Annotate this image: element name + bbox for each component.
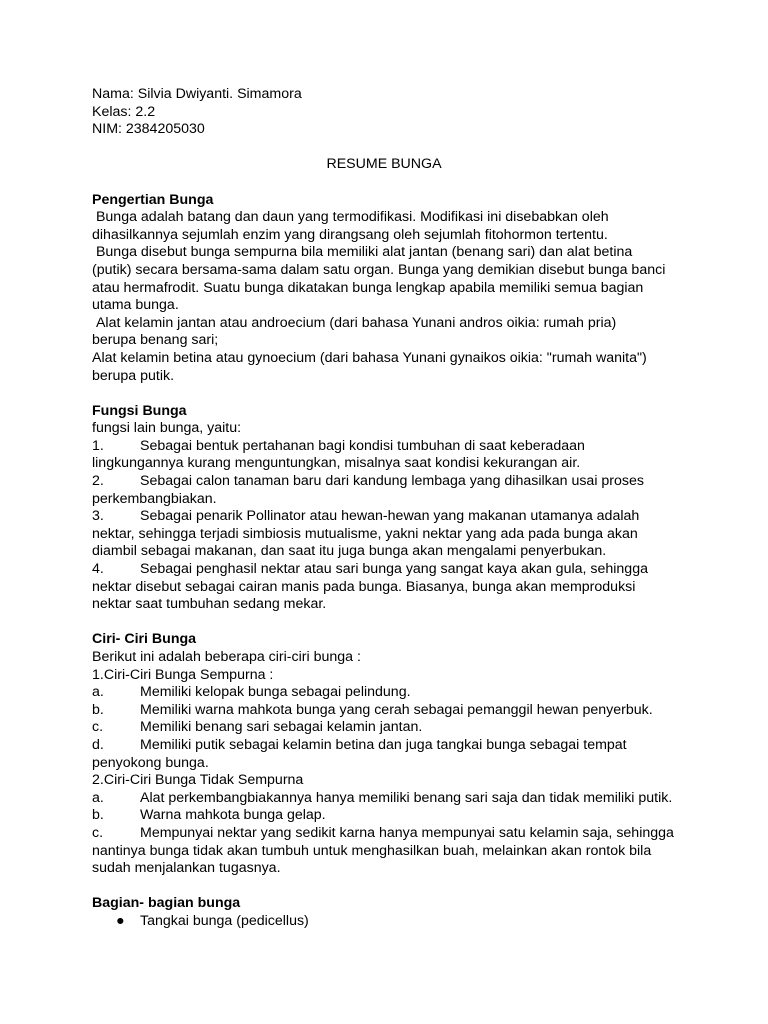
list-item [92,561,676,579]
bullet-item [92,913,676,931]
student-name: Nama: Silvia Dwiyanti. Simamora [92,86,302,102]
list-marker: c. [92,719,104,736]
list-marker: a. [92,684,104,701]
list-item-text: Memiliki kelopak bunga sebagai pelindung. [140,684,411,701]
list-item-text: Sebagai penghasil nektar atau sari bunga yang sangat kaya akan gula, sehingga [140,561,648,578]
section-intro: Berikut ini adalah beberapa ciri-ciri bunga : [92,649,361,665]
list-item-text: Memiliki benang sari sebagai kelamin jantan. [140,719,423,736]
document-title: RESUME BUNGA [326,156,442,173]
list-item-continuation: nantinya bunga tidak akan tumbuh untuk menghasilkan buah, melainkan akan rontok bila [92,842,652,859]
list-item [92,702,676,720]
list-item-text: Sebagai penarik Pollinator atau hewan-hewan yang makanan utamanya adalah [140,508,640,525]
list-item-continuation: lingkungannya kurang menguntungkan, misalnya saat kondisi kekurangan air. [92,455,581,472]
list-item [92,438,676,456]
spacer [92,878,676,896]
paragraph-line: Alat kelamin jantan atau androecium (dari bahasa Yunani andros oikia: rumah pria) [92,314,617,331]
section-fungsi [92,403,676,614]
list-item-continuation: nektar saat tumbuhan sedang mekar. [92,596,327,613]
section-bagian [92,895,676,930]
list-item-text: Memiliki warna mahkota bunga yang cerah sebagai pemanggil hewan penyerbuk. [140,701,653,718]
list-marker: c. [92,824,104,841]
list-marker: a. [92,789,104,806]
paragraph-line: dihasilkannya sejumlah enzim yang dirangsang oleh sejumlah fitohormon tertentu. [92,226,608,243]
list-marker: d. [92,736,104,753]
section-heading: Bagian- bagian bunga [92,895,241,912]
section-intro: fungsi lain bunga, yaitu: [92,420,242,437]
section-heading: Fungsi Bunga [92,402,187,419]
paragraph-line: berupa putik. [92,367,175,384]
section-ciri [92,631,676,877]
list-item-text: Mempunyai nektar yang sedikit karna hanya mempunyai satu kelamin saja, sehingga [140,824,674,841]
list-item-text: Sebagai bentuk pertahanan bagi kondisi tumbuhan di saat keberadaan [140,437,585,454]
section-heading: Pengertian Bunga [92,191,214,208]
paragraph-line: Alat kelamin betina atau gynoecium (dari bahasa Yunani gynaikos oikia: "rumah wanita") [92,349,647,366]
list-item-continuation: nektar, sehingga terjadi simbiosis mutualisme, yakni nektar yang ada pada bunga akan [92,525,638,542]
list-item [92,807,676,825]
list-item [92,737,676,755]
list-item-continuation: diambil sebagai makanan, dan saat itu juga bunga akan mengalami penyerbukan. [92,543,607,560]
list-item [92,719,676,737]
subsection-title: 1.Ciri-Ciri Bunga Sempurna : [92,666,274,683]
subsection-title: 2.Ciri-Ciri Bunga Tidak Sempurna [92,772,304,789]
paragraph-line: Bunga adalah batang dan daun yang termodifikasi. Modifikasi ini disebabkan oleh [92,209,609,226]
list-item-text: Alat perkembangbiakannya hanya memiliki benang sari saja dan tidak memiliki putik. [140,789,673,806]
student-class: Kelas: 2.2 [92,103,156,120]
list-item [92,825,676,843]
list-item [92,508,676,526]
paragraph-line: utama bunga. [92,297,179,314]
paragraph-line: (putik) secara bersama-sama dalam satu organ. Bunga yang demikian disebut bunga banci [92,261,666,278]
list-marker: 1. [92,437,104,454]
list-item [92,473,676,491]
student-info [92,86,676,139]
paragraph-line: atau hermafrodit. Suatu bunga dikatakan bunga lengkap apabila memiliki semua bagian [92,279,644,296]
list-item-continuation: sudah menjalankan tugasnya. [92,860,281,877]
list-marker: 4. [92,561,104,578]
list-marker: 2. [92,473,104,490]
spacer [92,614,676,632]
section-heading: Ciri- Ciri Bunga [92,631,197,648]
list-item-continuation: nektar disebut sebagai cairan manis pada bunga. Biasanya, bunga akan memproduksi [92,578,636,595]
list-item-continuation: perkembangbiakan. [92,490,217,507]
student-nim: NIM: 2384205030 [92,121,205,138]
section-pengertian [92,192,676,386]
list-item-text: Memiliki putik sebagai kelamin betina dan juga tangkai bunga sebagai tempat [140,736,627,753]
list-marker: 3. [92,508,104,525]
list-item [92,684,676,702]
paragraph-line: berupa benang sari; [92,332,219,349]
paragraph-line: Bunga disebut bunga sempurna bila memiliki alat jantan (benang sari) dan alat betina [92,244,633,261]
list-item [92,790,676,808]
list-item-continuation: penyokong bunga. [92,754,209,771]
list-item-text: Sebagai calon tanaman baru dari kandung lembaga yang dihasilkan usai proses [140,473,644,490]
list-item-text: Warna mahkota bunga gelap. [140,807,326,824]
spacer [92,385,676,403]
bullet-icon: ● [116,912,125,929]
list-marker: b. [92,807,104,824]
list-marker: b. [92,701,104,718]
bullet-item-text: Tangkai bunga (pedicellus) [140,912,309,929]
